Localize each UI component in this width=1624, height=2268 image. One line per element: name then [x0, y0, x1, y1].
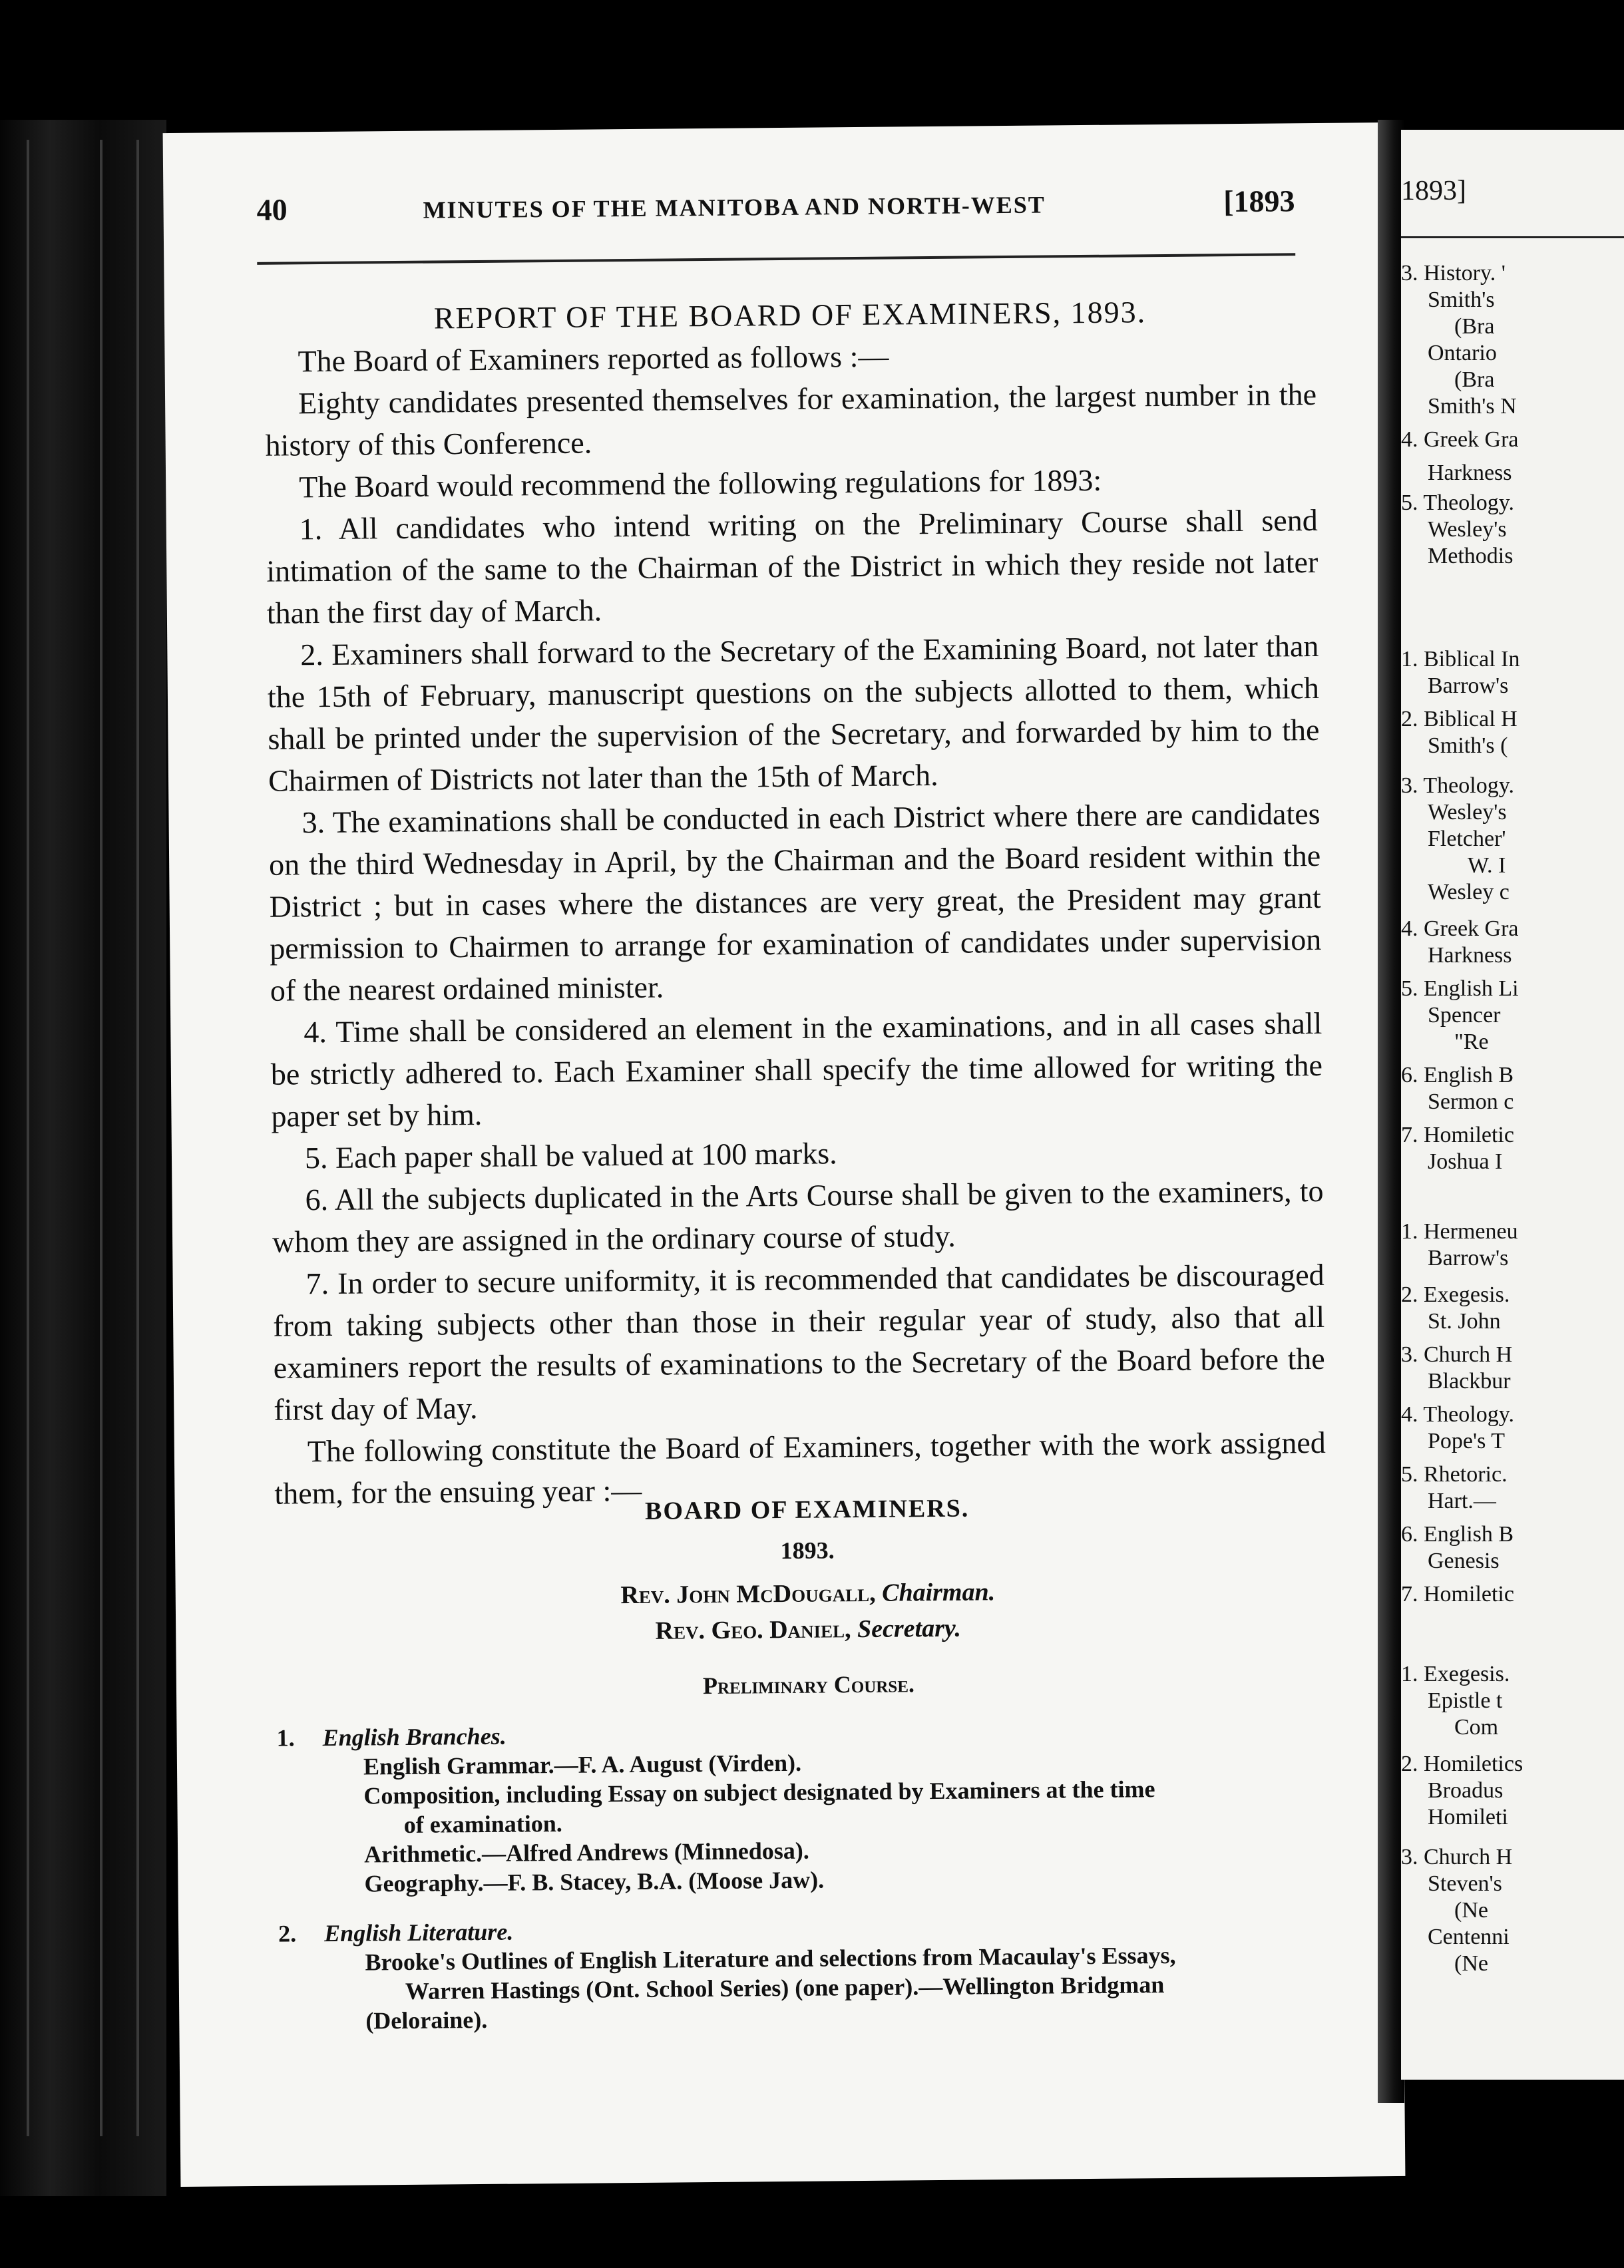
board-title: BOARD OF EXAMINERS. [644, 1494, 970, 1525]
course-title: Preliminary Course. [702, 1670, 915, 1700]
chairman-name: Rev. John McDougall, [620, 1579, 876, 1610]
paragraph: Eighty candidates presented themselves for examination, the largest number in the history of this Conference. [265, 377, 1317, 463]
right-page-row: 7. Homiletic [1401, 1123, 1514, 1147]
right-page-row: Wesley's [1428, 800, 1507, 825]
right-page-row: 2. Homiletics [1401, 1752, 1523, 1776]
right-page-row: W. I [1468, 853, 1506, 878]
report-title: REPORT OF THE BOARD OF EXAMINERS, 1893. [433, 295, 1147, 335]
right-page [1401, 130, 1624, 2080]
right-page-row: Broadus [1428, 1778, 1504, 1803]
right-page-row: Barrow's [1428, 673, 1509, 698]
spine-line [27, 140, 29, 2136]
left-page [163, 122, 1406, 2187]
right-page-row: Homileti [1428, 1805, 1508, 1829]
header-year: [1893 [1223, 184, 1295, 219]
right-page-row: 4. Greek Gra [1401, 427, 1519, 452]
right-page-row: Wesley's [1428, 517, 1507, 542]
regulation-7: 7. In order to secure uniformity, it is recommended that candidates be discouraged from taking subjects other than those in their regular year of study, also that all examiners report the results of examinations to the Secretary of the Board before the first day of May. [272, 1257, 1325, 1427]
right-page-row: Pope's T [1428, 1429, 1506, 1453]
secretary-name: Rev. Geo. Daniel, [655, 1615, 851, 1645]
item-line: Arithmetic.—Alfred Andrews (Minnedosa). [363, 1837, 809, 1868]
right-page-row: 6. English B [1401, 1063, 1514, 1087]
item-title: English Branches. [322, 1722, 507, 1752]
board-year: 1893. [780, 1537, 835, 1565]
right-page-row: 5. Rhetoric. [1401, 1462, 1508, 1487]
right-page-row: 2. Biblical H [1401, 707, 1518, 731]
item-line: (Deloraine). [365, 2006, 488, 2034]
right-page-row: (Bra [1454, 367, 1495, 392]
right-page-row: (Bra [1454, 314, 1495, 339]
right-page-row: Hart.— [1428, 1489, 1496, 1513]
spine-line [100, 140, 102, 2136]
right-page-row: 3. Church H [1401, 1342, 1513, 1367]
right-page-row: 6. English B [1401, 1522, 1514, 1547]
regulation-1: 1. All candidates who intend writing on the Preliminary Course shall send intimation of the same to the Chairman of the District in which they reside not later than the first day of March. [266, 502, 1319, 630]
right-page-row: Ontario [1428, 341, 1497, 365]
right-page-row: 1. Hermeneu [1401, 1219, 1518, 1244]
right-page-row: 2. Exegesis. [1401, 1282, 1510, 1307]
item-line: Geography.—F. B. Stacey, B.A. (Moose Jaw). [364, 1866, 825, 1897]
report-body [264, 289, 1326, 1515]
right-page-row: 3. History. ' [1401, 261, 1506, 285]
right-page-row: 3. Theology. [1401, 773, 1514, 798]
regulation-3: 3. The examinations shall be conducted in each District where there are candidates on the third Wednesday in April, by the Chairman and the Board resident within the District ; but in cases where the distances are very great, the President may grant permission to Chairmen to arrange for examination of candidates under supervision of the nearest ordained minister. [268, 796, 1322, 1008]
regulation-5: 5. Each paper shall be valued at 100 marks. [304, 1136, 837, 1175]
secretary-line [276, 1610, 1340, 1649]
right-page-row: St. John [1428, 1309, 1501, 1334]
secretary-role: Secretary. [857, 1614, 962, 1644]
item-number: 2. [278, 1920, 297, 1947]
item-title: English Literature. [324, 1918, 514, 1947]
book-spine [0, 120, 166, 2196]
right-page-row: Sermon c [1428, 1089, 1514, 1114]
right-page-row: Genesis [1428, 1549, 1500, 1573]
right-page-row: 4. Greek Gra [1401, 916, 1519, 941]
regulation-4: 4. Time shall be considered an element in the examinations, and in all cases shall be strictly adhered to. Each Examiner shall specify the time allowed for writing the paper set by him. [270, 1006, 1323, 1133]
regulation-6: 6. All the subjects duplicated in the Arts Course shall be given to the examiners, to whom they are assigned in the ordinary course of study. [272, 1173, 1324, 1259]
page-gutter [1378, 120, 1404, 2103]
right-header-rule [1401, 236, 1624, 238]
right-page-row: 1. Exegesis. [1401, 1662, 1510, 1686]
right-page-row: Com [1454, 1715, 1499, 1740]
right-page-row: Spencer [1428, 1003, 1501, 1028]
paragraph: The Board of Examiners reported as follows :— [298, 339, 889, 379]
right-page-row: (Ne [1454, 1898, 1488, 1923]
right-page-row: Harkness [1428, 461, 1512, 485]
paragraph: The Board would recommend the following regulations for 1893: [298, 463, 1102, 504]
right-page-row: Wesley c [1428, 880, 1510, 904]
right-page-row: Smith's [1428, 287, 1495, 312]
course-item [276, 1714, 1342, 1899]
page-header [256, 183, 1295, 232]
right-page-row: Barrow's [1428, 1246, 1509, 1270]
right-page-row: Harkness [1428, 943, 1512, 968]
board-of-examiners [274, 1491, 1344, 2056]
item-number: 1. [276, 1724, 295, 1752]
right-page-row: 5. Theology. [1401, 490, 1514, 515]
paragraph: The following constitute the Board of Examiners, together with the work assigned them, for the ensuing year :— [274, 1425, 1326, 1511]
right-page-row: Steven's [1428, 1871, 1502, 1896]
running-head: MINUTES OF THE MANITOBA AND NORTH-WEST [423, 191, 1046, 224]
right-page-row: 1. Biblical In [1401, 647, 1520, 671]
chairman-line [276, 1575, 1340, 1613]
right-page-row: 4. Theology. [1401, 1402, 1514, 1427]
right-page-year: 1893] [1401, 176, 1466, 206]
course-item [278, 1910, 1344, 2036]
right-page-row: "Re [1454, 1030, 1489, 1054]
right-page-row: Methodis [1428, 544, 1514, 568]
right-page-row: Smith's N [1428, 394, 1517, 419]
right-page-row: Epistle t [1428, 1688, 1503, 1713]
right-page-row: Fletcher' [1428, 827, 1506, 851]
right-page-row: Smith's ( [1428, 733, 1508, 758]
item-line: of examination. [403, 1809, 562, 1839]
item-line: Brooke's Outlines of English Literature and selections from Macaulay's Essays, [365, 1941, 1176, 1976]
right-page-row: 3. Church H [1401, 1845, 1513, 1869]
item-line: Composition, including Essay on subject designated by Examiners at the time [363, 1776, 1155, 1809]
right-page-row: Joshua I [1428, 1149, 1503, 1174]
right-page-row: (Ne [1454, 1951, 1488, 1976]
item-line: English Grammar.—F. A. August (Virden). [363, 1749, 802, 1780]
right-page-row: Blackbur [1428, 1369, 1511, 1394]
header-rule [257, 253, 1295, 265]
spine-line [136, 140, 139, 2136]
regulation-2: 2. Examiners shall forward to the Secretary of the Examining Board, not later than the 15th of February, manuscript questions on the subjects allotted to them, which shall be printed under the supervision of the Secretary, and forwarded by him to the Chairmen of Districts not later than the 15th of March. [267, 628, 1320, 798]
page-number: 40 [256, 192, 288, 227]
item-line: Warren Hastings (Ont. School Series) (one paper).—Wellington Bridgman [405, 1971, 1165, 2005]
right-page-row: 5. English Li [1401, 976, 1519, 1001]
chairman-role: Chairman. [881, 1578, 996, 1607]
right-page-row: Centenni [1428, 1925, 1510, 1949]
right-page-row: 7. Homiletic [1401, 1582, 1514, 1606]
